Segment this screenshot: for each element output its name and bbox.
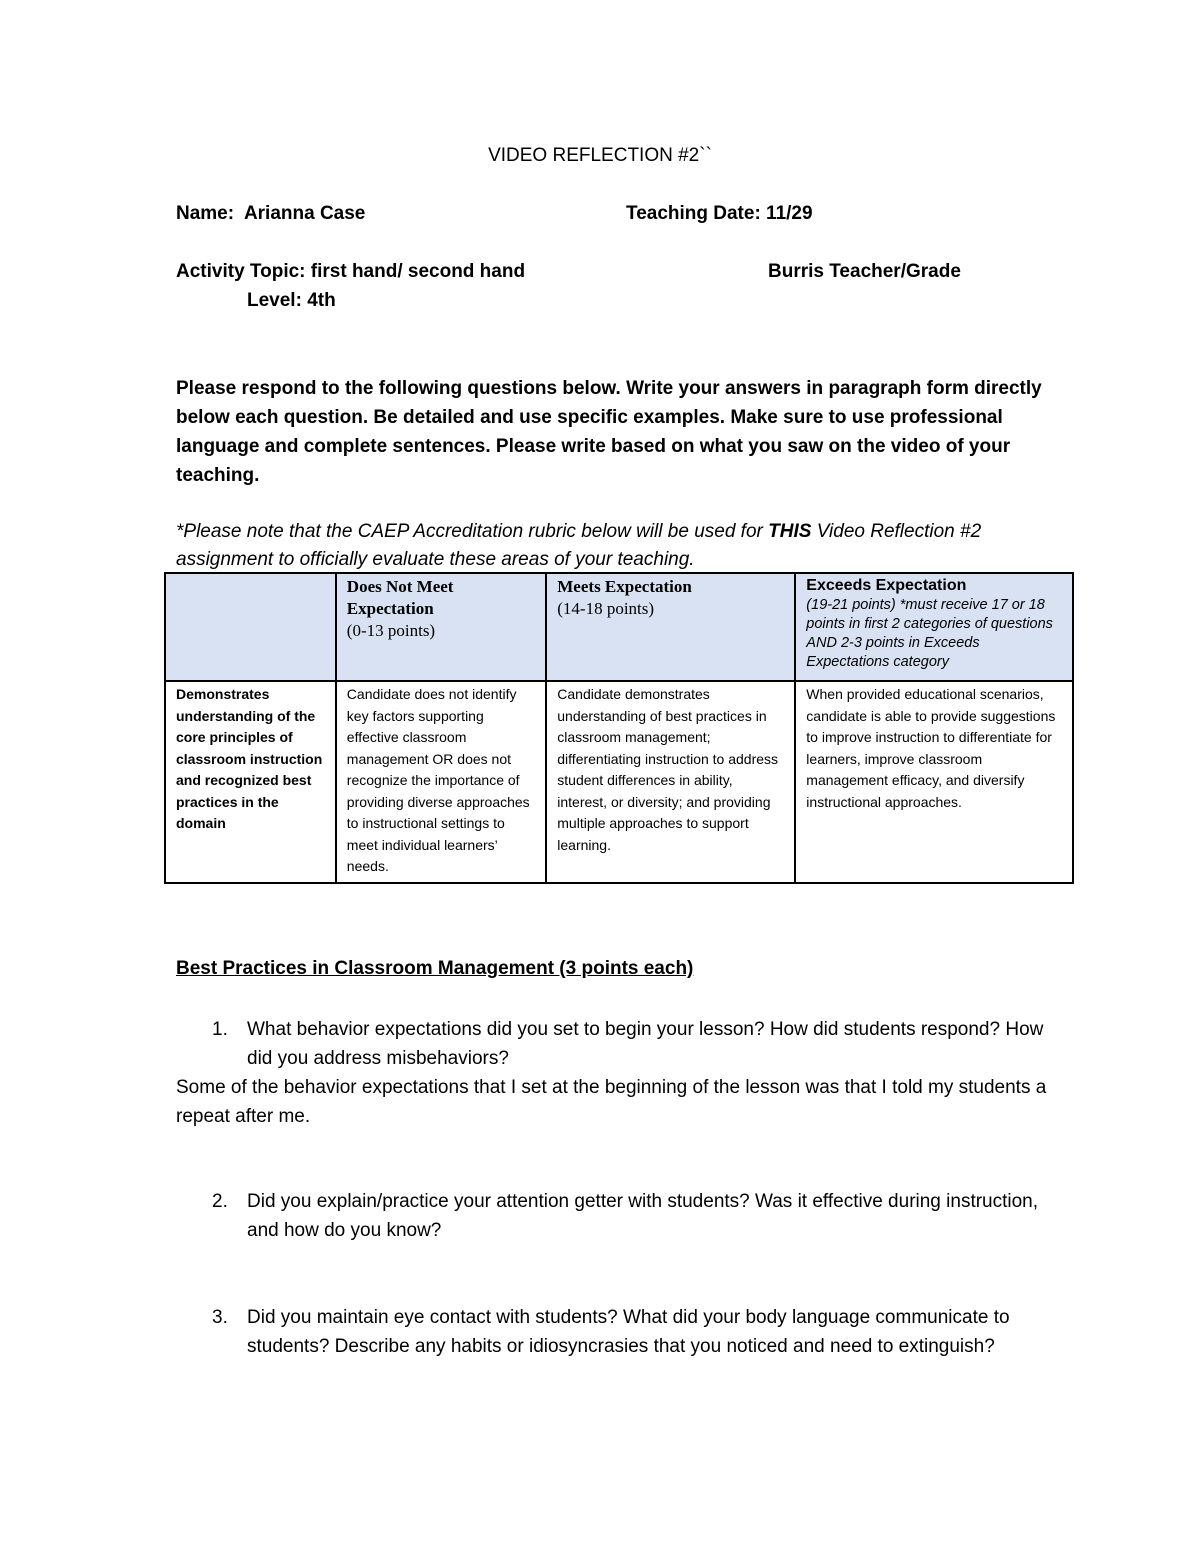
rubric-header-exceeds <box>795 573 1073 681</box>
rubric-header-empty <box>165 573 336 681</box>
rubric-exceeds: When provided educational scenarios, candidate is able to provide suggestions to improve instruction to differentiate for learners, improve classroom management efficacy, and diversify instructional approaches. <box>795 681 1073 883</box>
document-title: VIDEO REFLECTION #2`` <box>488 145 712 166</box>
header-title: Exceeds Expectation <box>806 577 967 594</box>
question-number: 2. <box>212 1191 228 1212</box>
activity-topic: Activity Topic: first hand/ second hand <box>176 261 526 282</box>
header-points: (0-13 points) <box>346 621 436 640</box>
rubric-note <box>176 518 1056 574</box>
note-before: *Please note that the CAEP Accreditation rubric below will be used for <box>176 521 769 542</box>
question-text: What behavior expectations did you set to begin your lesson? How did students respond? How did you address misbehaviors? <box>247 1019 1044 1069</box>
rubric-does-not-meet: Candidate does not identify key factors supporting effective classroom management OR does not recognize the importance of providing diverse approaches to instructional settings to meet individual learners’ needs. <box>336 681 546 883</box>
question-number: 1. <box>212 1019 228 1040</box>
question-number: 3. <box>212 1307 228 1328</box>
header-points: (14-18 points) <box>557 599 655 618</box>
question-text: Did you explain/practice your attention getter with students? Was it effective during instruction, and how do you know? <box>247 1191 1039 1241</box>
question-item <box>176 1303 1056 1361</box>
rubric-header-row <box>165 573 1073 681</box>
header-points: (19-21 points) *must receive 17 or 18 points in first 2 categories of questions AND 2-3 points in Exceeds Expectations category <box>806 597 1053 670</box>
rubric-row <box>165 681 1073 883</box>
instructions: Please respond to the following questions below. Write your answers in paragraph form directly below each question. Be detailed and use specific examples. Make sure to use professional language and complete sentences. Please write based on what you saw on the video of your teaching. <box>176 378 1042 486</box>
burris-teacher-grade: Burris Teacher/Grade <box>768 261 961 282</box>
rubric-criterion: Demonstrates understanding of the core principles of classroom instruction and recognized best practices in the domain <box>165 681 336 883</box>
note-after: Video Reflection #2 assignment to officially evaluate these areas of your teaching. <box>176 521 982 570</box>
question-item <box>176 1015 1056 1073</box>
question-text: Did you maintain eye contact with students? What did your body language communicate to students? Describe any habits or idiosyncrasies that you noticed and need to extinguish? <box>247 1307 1010 1357</box>
name-label: Name: <box>176 203 235 224</box>
rubric-table <box>164 572 1074 884</box>
question-item <box>176 1187 1056 1245</box>
name-value: Arianna Case <box>243 203 366 224</box>
header-title: Does Not Meet Expectation <box>346 577 454 618</box>
rubric-header-does-not-meet <box>336 573 546 681</box>
grade-level: Level: 4th <box>247 290 336 311</box>
note-emphasis: THIS <box>768 521 812 542</box>
header-title: Meets Expectation <box>557 577 692 596</box>
name-line <box>176 203 365 225</box>
rubric-meets: Candidate demonstrates understanding of best practices in classroom management; differentiating instruction to address student differences in ability, interest, or diversity; and providing multiple approaches to support learning. <box>546 681 795 883</box>
section-title: Best Practices in Classroom Management (3 points each) <box>176 958 694 979</box>
teaching-date: Teaching Date: 11/29 <box>626 203 813 224</box>
rubric-header-meets <box>546 573 795 681</box>
answer-text[interactable]: Some of the behavior expectations that I set at the beginning of the lesson was that I told my students a repeat after me. <box>176 1077 1047 1127</box>
